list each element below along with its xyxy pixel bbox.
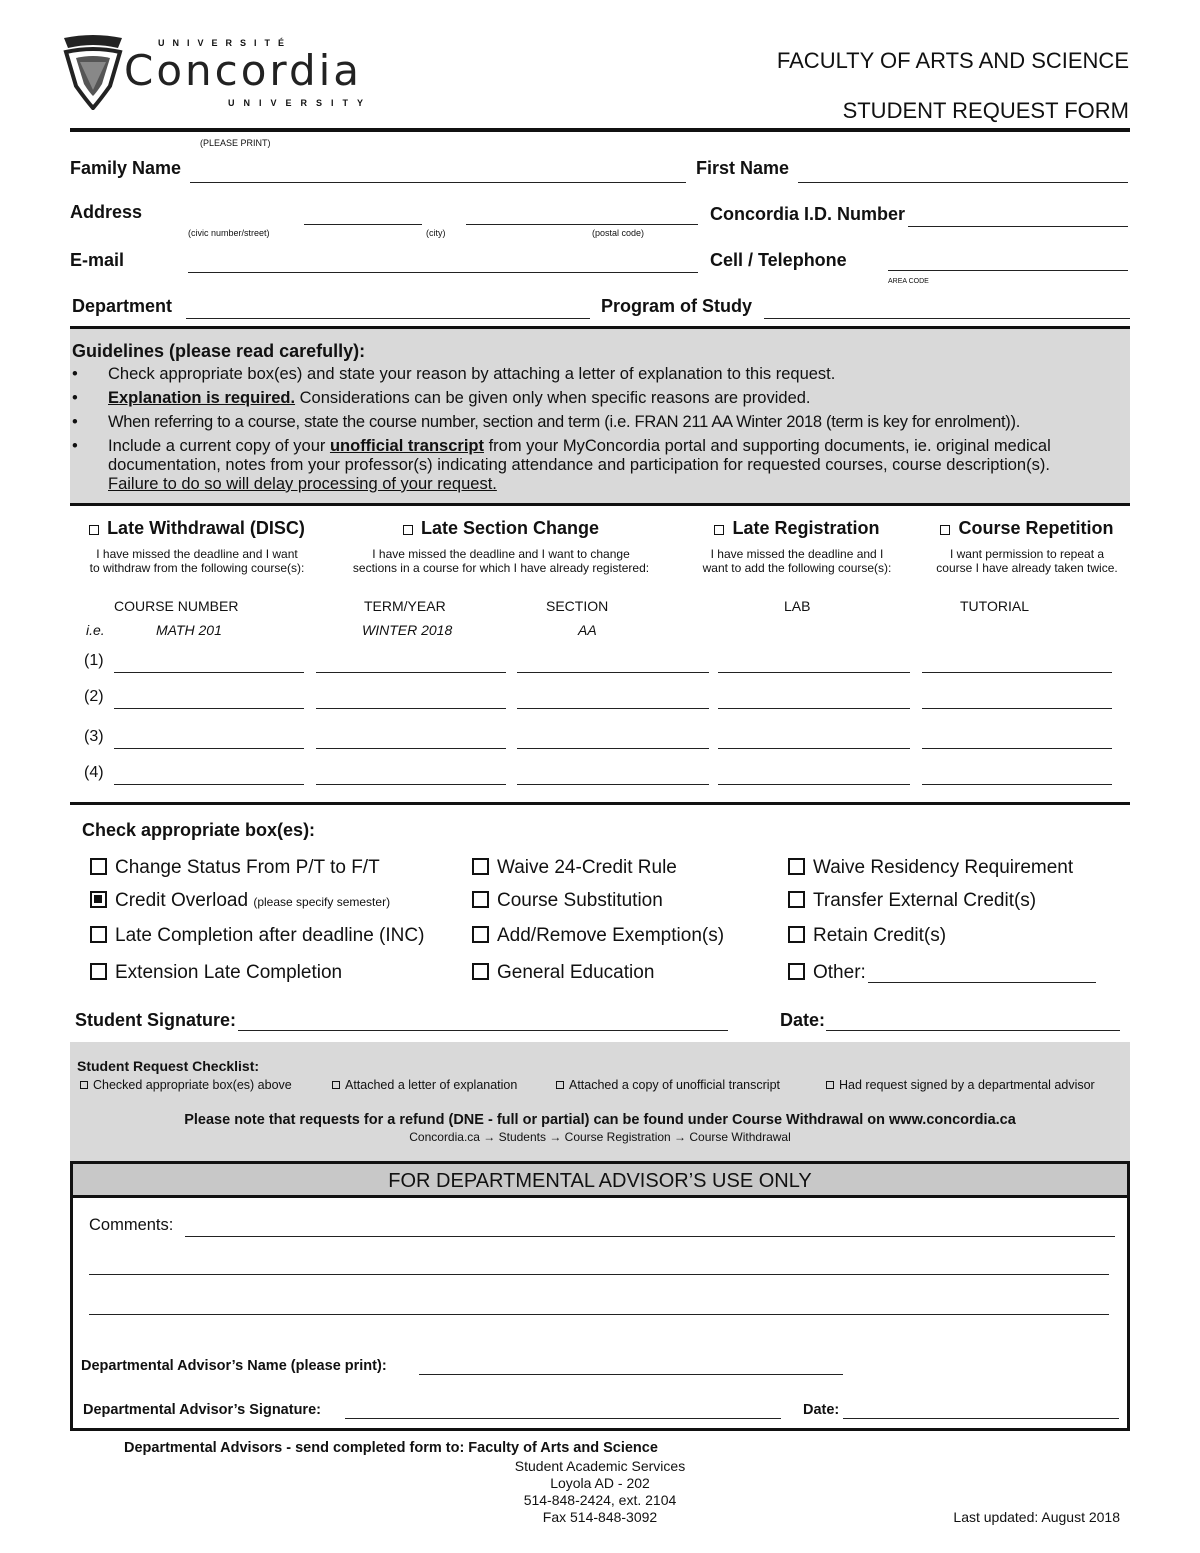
advisor-name-label: Departmental Advisor’s Name (please print): [81, 1358, 387, 1374]
checkbox-option[interactable]: Waive Residency Requirement [788, 857, 1073, 879]
example-course: MATH 201 [156, 622, 222, 638]
footer-send-to: Departmental Advisors - send completed form to: Faculty of Arts and Science [124, 1440, 658, 1456]
advisor-signature-label: Departmental Advisor’s Signature: [83, 1402, 321, 1418]
guidelines-title: Guidelines (please read carefully): [72, 341, 366, 361]
form-title: STUDENT REQUEST FORM [842, 98, 1129, 123]
checkbox-option[interactable]: Course Substitution [472, 890, 663, 912]
family-name-field[interactable] [190, 182, 686, 183]
checklist-title: Student Request Checklist: [77, 1058, 260, 1074]
advisor-name-field[interactable] [419, 1374, 843, 1375]
first-name-label: First Name [696, 158, 790, 178]
course-row-label: (4) [84, 764, 104, 781]
course-field-term-year[interactable] [316, 784, 506, 785]
course-divider [70, 802, 1130, 805]
course-field-section[interactable] [517, 672, 709, 673]
course-field-lab[interactable] [718, 748, 910, 749]
bullet-icon: • [72, 389, 78, 407]
address-city-sub: (city) [426, 228, 446, 238]
request-type-late-withdrawal[interactable]: Late Withdrawal (DISC) I have missed the deadline and I want to withdraw from the following course(s): [89, 518, 305, 575]
checklist-item[interactable]: Attached a copy of unofficial transcript [556, 1078, 780, 1092]
comments-label: Comments: [89, 1216, 174, 1234]
email-label: E-mail [70, 250, 125, 270]
checkbox-option[interactable]: Credit Overload (please specify semester) [90, 890, 390, 912]
checkbox[interactable] [90, 891, 107, 908]
bullet-icon: • [72, 365, 78, 383]
cell-label: Cell / Telephone [710, 250, 847, 270]
footer-address-2: Loyola AD - 202 [550, 1475, 650, 1491]
course-field-tutorial[interactable] [922, 784, 1112, 785]
family-name-label: Family Name [70, 158, 182, 178]
shield-icon [60, 34, 126, 110]
guideline-item-4: • Include a current copy of your unofficial transcript from your MyConcordia portal and supporting documents, ie. original medical documentation, notes from your professor(s) indicating attendance and participation for requested courses, course description(s). Failure to do so will delay processing of your request. [72, 437, 1051, 493]
col-header-course-number: COURSE NUMBER [114, 598, 239, 614]
course-field-course-number[interactable] [114, 748, 304, 749]
guideline-item-2: • Explanation is required. Considerations can be given only when specific reasons are provided. [72, 389, 811, 407]
course-field-tutorial[interactable] [922, 748, 1112, 749]
address-street-field[interactable] [304, 224, 422, 225]
cell-field[interactable] [888, 270, 1128, 271]
checkbox[interactable] [89, 525, 99, 535]
email-field[interactable] [188, 272, 698, 273]
col-header-tutorial: TUTORIAL [960, 598, 1029, 614]
checkbox[interactable] [90, 963, 107, 980]
header-divider [70, 128, 1130, 132]
program-field[interactable] [764, 318, 1130, 319]
advisor-box [70, 1161, 1130, 1431]
course-field-section[interactable] [517, 784, 709, 785]
address-street-sub: (civic number/street) [188, 228, 270, 238]
bullet-icon: • [72, 413, 78, 431]
checkbox-option[interactable]: Waive 24-Credit Rule [472, 857, 677, 879]
checkbox-option[interactable]: General Education [472, 962, 654, 984]
course-field-lab[interactable] [718, 784, 910, 785]
course-field-lab[interactable] [718, 672, 910, 673]
guideline-item-1: • Check appropriate box(es) and state your reason by attaching a letter of explanation to this request. [72, 365, 836, 383]
checkbox-option[interactable]: Late Completion after deadline (INC) [90, 925, 424, 947]
advisor-title: FOR DEPARTMENTAL ADVISOR’S USE ONLY [388, 1170, 812, 1192]
course-row-label: (1) [84, 652, 104, 669]
checkbox[interactable] [472, 963, 489, 980]
course-field-course-number[interactable] [114, 784, 304, 785]
checklist-item[interactable]: Checked appropriate box(es) above [80, 1078, 292, 1092]
concordia-id-field[interactable] [908, 226, 1128, 227]
checkbox[interactable] [788, 926, 805, 943]
checkbox[interactable] [788, 963, 805, 980]
request-type-late-registration[interactable]: Late Registration I have missed the deadline and I want to add the following course(s): [702, 518, 892, 575]
logo-main-text: Concordia [124, 46, 363, 95]
course-field-lab[interactable] [718, 708, 910, 709]
checkbox-option[interactable]: Other: [788, 962, 866, 984]
refund-path: Concordia.ca → Students → Course Registration → Course Withdrawal [409, 1130, 791, 1144]
checkbox[interactable] [714, 525, 724, 535]
checkbox[interactable] [90, 926, 107, 943]
checkbox[interactable] [90, 858, 107, 875]
checkbox-option[interactable]: Add/Remove Exemption(s) [472, 925, 724, 947]
course-field-section[interactable] [517, 748, 709, 749]
checkbox-option[interactable]: Transfer External Credit(s) [788, 890, 1036, 912]
concordia-id-label: Concordia I.D. Number [710, 204, 906, 224]
checkbox[interactable] [80, 1081, 88, 1089]
course-field-term-year[interactable] [316, 748, 506, 749]
checkbox[interactable] [332, 1081, 340, 1089]
col-header-lab: LAB [784, 598, 811, 614]
example-prefix: i.e. [86, 622, 105, 638]
course-field-term-year[interactable] [316, 672, 506, 673]
student-date-field[interactable] [826, 1030, 1120, 1031]
checkbox[interactable] [940, 525, 950, 535]
checkbox[interactable] [788, 858, 805, 875]
student-signature-field[interactable] [238, 1030, 728, 1031]
guideline-item-3: • When referring to a course, state the course number, section and term (i.e. FRAN 211 AA Winter 2018 (term is key for enrolment)). [72, 413, 1020, 431]
comments-field-1[interactable] [185, 1236, 1115, 1237]
please-print-note: (PLEASE PRINT) [200, 138, 271, 148]
student-signature-label: Student Signature: [75, 1010, 236, 1030]
course-field-course-number[interactable] [114, 672, 304, 673]
footer-address-1: Student Academic Services [514, 1458, 686, 1474]
course-row-label: (3) [84, 728, 104, 745]
other-field[interactable] [868, 982, 1096, 983]
checkbox[interactable] [788, 891, 805, 908]
checklist-box [70, 1042, 1130, 1162]
checkbox-option[interactable]: Extension Late Completion [90, 962, 342, 984]
col-header-section: SECTION [546, 598, 609, 614]
advisor-date-field[interactable] [843, 1418, 1119, 1419]
checkbox[interactable] [472, 926, 489, 943]
refund-note: Please note that requests for a refund (DNE - full or partial) can be found under Course Withdrawal on www.concordia.ca [184, 1112, 1016, 1128]
logo-top-text: UNIVERSITÉ [158, 38, 293, 48]
footer-address-4: Fax 514-848-3092 [542, 1509, 658, 1525]
checkbox[interactable] [556, 1081, 564, 1089]
footer-updated: Last updated: August 2018 [953, 1509, 1120, 1525]
request-type-late-section-change[interactable]: Late Section Change I have missed the deadline and I want to change sections in a course for which I have already registered: [352, 518, 650, 575]
course-field-tutorial[interactable] [922, 672, 1112, 673]
check-boxes-title: Check appropriate box(es): [82, 820, 316, 840]
guidelines-box [70, 326, 1130, 506]
program-label: Program of Study [601, 296, 753, 316]
advisor-signature-field[interactable] [345, 1418, 781, 1419]
course-field-term-year[interactable] [316, 708, 506, 709]
col-header-term-year: TERM/YEAR [364, 598, 446, 614]
faculty-title: FACULTY OF ARTS AND SCIENCE [776, 48, 1129, 73]
course-field-tutorial[interactable] [922, 708, 1112, 709]
area-code-sub: AREA CODE [888, 278, 929, 285]
logo-bottom-text: UNIVERSITY [228, 98, 373, 108]
course-row-label: (2) [84, 688, 104, 705]
comments-field-2[interactable] [89, 1274, 1109, 1275]
advisor-header [73, 1164, 1127, 1198]
concordia-logo [60, 34, 380, 114]
first-name-field[interactable] [798, 182, 1128, 183]
checkbox[interactable] [403, 525, 413, 535]
course-field-section[interactable] [517, 708, 709, 709]
address-city-field[interactable] [466, 224, 698, 225]
course-field-course-number[interactable] [114, 708, 304, 709]
advisor-date-label: Date: [803, 1402, 840, 1418]
department-field[interactable] [186, 318, 590, 319]
example-section: AA [578, 622, 597, 638]
department-label: Department [72, 296, 173, 316]
checkbox-option[interactable]: Retain Credit(s) [788, 925, 946, 947]
checklist-item[interactable]: Attached a letter of explanation [332, 1078, 517, 1092]
bullet-icon: • [72, 437, 78, 455]
checkbox[interactable] [472, 858, 489, 875]
example-term: WINTER 2018 [362, 622, 453, 638]
checkbox-option[interactable]: Change Status From P/T to F/T [90, 857, 380, 879]
request-type-course-repetition[interactable]: Course Repetition I want permission to repeat a course I have already taken twice. [936, 518, 1118, 575]
address-label: Address [70, 202, 143, 222]
footer-address-3: 514-848-2424, ext. 2104 [523, 1492, 677, 1508]
address-postal-sub: (postal code) [592, 228, 645, 238]
checkbox[interactable] [472, 891, 489, 908]
comments-field-3[interactable] [89, 1314, 1109, 1315]
student-date-label: Date: [780, 1010, 826, 1030]
checklist-item[interactable]: Had request signed by a departmental advisor [826, 1078, 1095, 1092]
checkbox[interactable] [826, 1081, 834, 1089]
